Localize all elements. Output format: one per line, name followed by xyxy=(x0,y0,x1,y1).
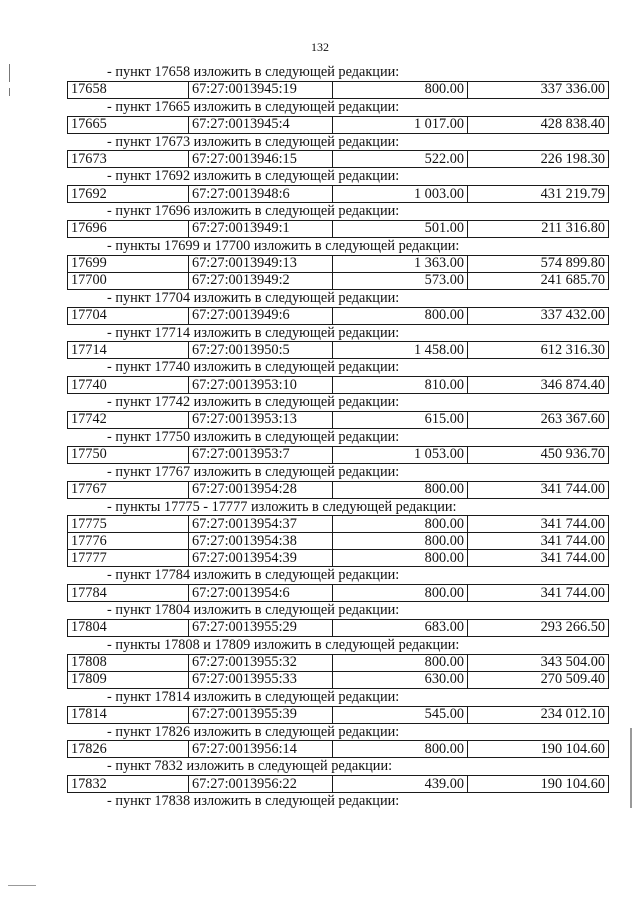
cadastral-number-cell: 67:27:0013956:22 xyxy=(189,776,333,793)
amendment-table xyxy=(67,341,609,359)
area-cell: 630.00 xyxy=(333,671,468,688)
amendment-heading: - пункт 17692 изложить в следующей редакции: xyxy=(107,168,400,185)
value-cell: 293 266.50 xyxy=(468,619,609,636)
value-cell: 431 219.79 xyxy=(468,186,609,203)
value-cell: 234 012.10 xyxy=(468,706,609,723)
amendment-table xyxy=(67,411,609,429)
value-cell: 263 367.60 xyxy=(468,411,609,428)
item-number-cell: 17750 xyxy=(68,446,189,463)
area-cell: 800.00 xyxy=(333,516,468,533)
item-number-cell: 17804 xyxy=(68,619,189,636)
value-cell: 450 936.70 xyxy=(468,446,609,463)
area-cell: 800.00 xyxy=(333,307,468,324)
scan-margin-mark-right xyxy=(630,728,632,808)
cadastral-number-cell: 67:27:0013954:28 xyxy=(189,481,333,498)
amendment-table xyxy=(67,481,609,499)
value-cell: 211 316.80 xyxy=(468,220,609,237)
value-cell: 190 104.60 xyxy=(468,776,609,793)
amendment-heading: - пункт 17750 изложить в следующей редакции: xyxy=(107,428,400,445)
cadastral-number-cell: 67:27:0013955:39 xyxy=(189,706,333,723)
item-number-cell: 17832 xyxy=(68,776,189,793)
amendment-heading: - пункт 17804 изложить в следующей редакции: xyxy=(107,602,400,619)
table-row xyxy=(68,706,609,723)
area-cell: 800.00 xyxy=(333,481,468,498)
value-cell: 270 509.40 xyxy=(468,671,609,688)
scan-margin-mark-bottom xyxy=(8,885,36,886)
cadastral-number-cell: 67:27:0013948:6 xyxy=(189,186,333,203)
table-row xyxy=(68,446,609,463)
amendment-table xyxy=(67,81,609,99)
amendment-heading: - пункт 17658 изложить в следующей редакции: xyxy=(107,64,400,80)
value-cell: 343 504.00 xyxy=(468,654,609,671)
value-cell: 341 744.00 xyxy=(468,516,609,533)
area-cell: 573.00 xyxy=(333,272,468,289)
value-cell: 241 685.70 xyxy=(468,272,609,289)
cadastral-number-cell: 67:27:0013954:37 xyxy=(189,516,333,533)
amendment-table xyxy=(67,446,609,464)
cadastral-number-cell: 67:27:0013945:4 xyxy=(189,116,333,133)
table-row xyxy=(68,619,609,636)
area-cell: 501.00 xyxy=(333,220,468,237)
table-row xyxy=(68,186,609,203)
area-cell: 1 363.00 xyxy=(333,255,468,272)
amendment-heading: - пункты 17699 и 17700 изложить в следующей редакции: xyxy=(107,237,460,254)
amendment-heading: - пункт 17784 изложить в следующей редакции: xyxy=(107,567,400,584)
scan-margin-mark-left-top xyxy=(9,64,10,82)
amendment-table xyxy=(67,376,609,394)
amendment-table xyxy=(67,654,609,689)
value-cell: 574 899.80 xyxy=(468,255,609,272)
area-cell: 545.00 xyxy=(333,706,468,723)
cadastral-number-cell: 67:27:0013955:32 xyxy=(189,654,333,671)
cadastral-number-cell: 67:27:0013949:13 xyxy=(189,255,333,272)
cadastral-number-cell: 67:27:0013956:14 xyxy=(189,741,333,758)
item-number-cell: 17673 xyxy=(68,151,189,168)
area-cell: 1 003.00 xyxy=(333,186,468,203)
value-cell: 341 744.00 xyxy=(468,533,609,550)
item-number-cell: 17814 xyxy=(68,706,189,723)
value-cell: 190 104.60 xyxy=(468,741,609,758)
amendment-table xyxy=(67,185,609,203)
cadastral-number-cell: 67:27:0013953:10 xyxy=(189,377,333,394)
value-cell: 341 744.00 xyxy=(468,550,609,567)
amendment-table xyxy=(67,255,609,290)
item-number-cell: 17714 xyxy=(68,342,189,359)
amendment-heading: - пункты 17775 - 17777 изложить в следующей редакции: xyxy=(107,498,457,515)
table-row xyxy=(68,377,609,394)
item-number-cell: 17808 xyxy=(68,654,189,671)
cadastral-number-cell: 67:27:0013954:6 xyxy=(189,585,333,602)
scan-margin-mark-left-mid xyxy=(9,88,10,96)
amendment-table xyxy=(67,150,609,168)
cadastral-number-cell: 67:27:0013954:38 xyxy=(189,533,333,550)
amendment-table xyxy=(67,584,609,602)
area-cell: 800.00 xyxy=(333,654,468,671)
amendment-table xyxy=(67,307,609,325)
item-number-cell: 17742 xyxy=(68,411,189,428)
value-cell: 346 874.40 xyxy=(468,377,609,394)
amendment-heading: - пункт 17704 изложить в следующей редакции: xyxy=(107,289,400,306)
cadastral-number-cell: 67:27:0013955:33 xyxy=(189,671,333,688)
item-number-cell: 17665 xyxy=(68,116,189,133)
amendments-list xyxy=(67,64,609,810)
amendment-heading: - пункты 17808 и 17809 изложить в следующей редакции: xyxy=(107,636,460,653)
area-cell: 522.00 xyxy=(333,151,468,168)
area-cell: 810.00 xyxy=(333,377,468,394)
cadastral-number-cell: 67:27:0013949:6 xyxy=(189,307,333,324)
table-row xyxy=(68,411,609,428)
table-row xyxy=(68,585,609,602)
area-cell: 800.00 xyxy=(333,550,468,567)
amendment-heading: - пункт 17740 изложить в следующей редакции: xyxy=(107,359,400,376)
table-row xyxy=(68,671,609,688)
cadastral-number-cell: 67:27:0013953:13 xyxy=(189,411,333,428)
cadastral-number-cell: 67:27:0013955:29 xyxy=(189,619,333,636)
table-row xyxy=(68,342,609,359)
amendment-heading: - пункт 17838 изложить в следующей редакции: xyxy=(107,793,400,810)
value-cell: 337 432.00 xyxy=(468,307,609,324)
amendment-table xyxy=(67,740,609,758)
cadastral-number-cell: 67:27:0013949:2 xyxy=(189,272,333,289)
table-row xyxy=(68,533,609,550)
area-cell: 800.00 xyxy=(333,81,468,98)
item-number-cell: 17692 xyxy=(68,186,189,203)
area-cell: 800.00 xyxy=(333,585,468,602)
value-cell: 341 744.00 xyxy=(468,585,609,602)
item-number-cell: 17826 xyxy=(68,741,189,758)
item-number-cell: 17699 xyxy=(68,255,189,272)
area-cell: 683.00 xyxy=(333,619,468,636)
table-row xyxy=(68,516,609,533)
table-row xyxy=(68,550,609,567)
area-cell: 1 017.00 xyxy=(333,116,468,133)
table-row xyxy=(68,116,609,133)
cadastral-number-cell: 67:27:0013950:5 xyxy=(189,342,333,359)
value-cell: 428 838.40 xyxy=(468,116,609,133)
table-row xyxy=(68,151,609,168)
item-number-cell: 17809 xyxy=(68,671,189,688)
amendment-heading: - пункт 17696 изложить в следующей редакции: xyxy=(107,203,400,220)
amendment-table xyxy=(67,775,609,793)
amendment-table xyxy=(67,706,609,724)
area-cell: 1 458.00 xyxy=(333,342,468,359)
amendment-heading: - пункт 7832 изложить в следующей редакции: xyxy=(107,758,393,775)
page-number: 132 xyxy=(311,40,329,54)
item-number-cell: 17700 xyxy=(68,272,189,289)
item-number-cell: 17696 xyxy=(68,220,189,237)
amendment-table xyxy=(67,619,609,637)
table-row xyxy=(68,81,609,98)
table-row xyxy=(68,272,609,289)
table-row xyxy=(68,255,609,272)
cadastral-number-cell: 67:27:0013945:19 xyxy=(189,81,333,98)
area-cell: 615.00 xyxy=(333,411,468,428)
amendment-heading: - пункт 17665 изложить в следующей редакции: xyxy=(107,98,400,115)
amendment-table xyxy=(67,515,609,567)
cadastral-number-cell: 67:27:0013949:1 xyxy=(189,220,333,237)
item-number-cell: 17775 xyxy=(68,516,189,533)
area-cell: 800.00 xyxy=(333,533,468,550)
amendment-heading: - пункт 17714 изложить в следующей редакции: xyxy=(107,324,400,341)
cadastral-number-cell: 67:27:0013946:15 xyxy=(189,151,333,168)
item-number-cell: 17776 xyxy=(68,533,189,550)
cadastral-number-cell: 67:27:0013954:39 xyxy=(189,550,333,567)
value-cell: 226 198.30 xyxy=(468,151,609,168)
item-number-cell: 17704 xyxy=(68,307,189,324)
value-cell: 612 316.30 xyxy=(468,342,609,359)
table-row xyxy=(68,307,609,324)
amendment-heading: - пункт 17767 изложить в следующей редакции: xyxy=(107,463,400,480)
amendment-table xyxy=(67,220,609,238)
item-number-cell: 17784 xyxy=(68,585,189,602)
area-cell: 800.00 xyxy=(333,741,468,758)
amendment-heading: - пункт 17814 изложить в следующей редакции: xyxy=(107,688,400,705)
amendment-heading: - пункт 17673 изложить в следующей редакции: xyxy=(107,133,400,150)
item-number-cell: 17767 xyxy=(68,481,189,498)
table-row xyxy=(68,654,609,671)
amendment-table xyxy=(67,116,609,134)
value-cell: 341 744.00 xyxy=(468,481,609,498)
table-row xyxy=(68,776,609,793)
table-row xyxy=(68,741,609,758)
area-cell: 1 053.00 xyxy=(333,446,468,463)
area-cell: 439.00 xyxy=(333,776,468,793)
amendment-heading: - пункт 17742 изложить в следующей редакции: xyxy=(107,394,400,411)
item-number-cell: 17658 xyxy=(68,81,189,98)
value-cell: 337 336.00 xyxy=(468,81,609,98)
item-number-cell: 17740 xyxy=(68,377,189,394)
table-row xyxy=(68,481,609,498)
item-number-cell: 17777 xyxy=(68,550,189,567)
amendment-heading: - пункт 17826 изложить в следующей редакции: xyxy=(107,723,400,740)
cadastral-number-cell: 67:27:0013953:7 xyxy=(189,446,333,463)
table-row xyxy=(68,220,609,237)
